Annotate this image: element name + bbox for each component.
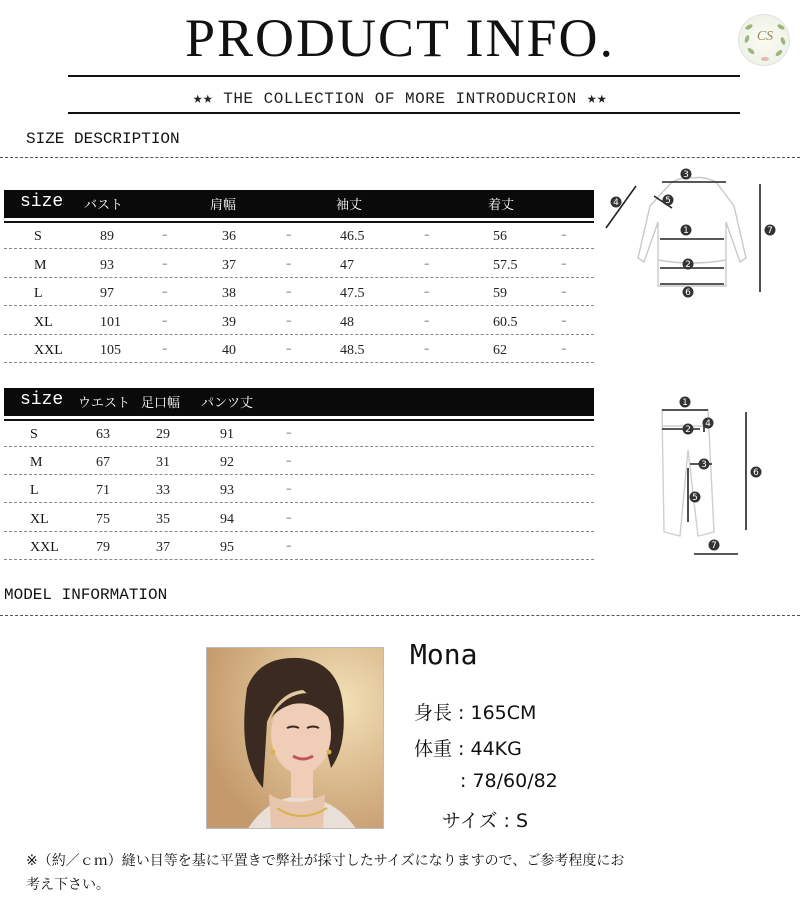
- pants-marker-4: 4: [705, 419, 711, 429]
- tops-header-underline: [4, 221, 594, 223]
- pants-cell: 67: [96, 455, 110, 471]
- tops-separator: –: [561, 228, 567, 241]
- pants-marker-7: 7: [711, 541, 717, 551]
- pants-cell: 71: [96, 483, 110, 499]
- pants-cell: 91: [220, 427, 234, 442]
- pants-row-divider: [4, 531, 594, 532]
- tops-cell: 101: [100, 314, 121, 330]
- pants-cell: 92: [220, 455, 234, 471]
- tops-row-size: M: [34, 257, 47, 273]
- tops-header-bust: バスト: [84, 198, 124, 213]
- tops-cell: 39: [222, 314, 236, 330]
- tops-separator: –: [561, 285, 567, 298]
- pants-cell: 75: [96, 511, 110, 527]
- tops-separator: –: [162, 342, 168, 355]
- tops-row-size: L: [34, 286, 43, 301]
- tops-marker-3: 3: [683, 170, 689, 180]
- pants-separator: –: [286, 482, 292, 496]
- pants-separator: –: [286, 538, 292, 552]
- tops-cell: 93: [100, 257, 114, 273]
- tops-cell: 40: [222, 343, 236, 358]
- tops-cell: 97: [100, 286, 114, 301]
- pants-row-size: XL: [30, 511, 49, 527]
- tops-measure-diagram: [594, 162, 794, 302]
- tops-row-divider: [4, 362, 594, 363]
- size-section-divider: [0, 157, 800, 158]
- tops-separator: –: [424, 285, 430, 298]
- tops-separator: –: [286, 256, 292, 270]
- tops-row-divider: [4, 277, 594, 278]
- model-name: Mona: [410, 638, 478, 671]
- tops-cell: 38: [222, 286, 236, 301]
- pants-separator: –: [286, 426, 292, 439]
- tops-cell: 47: [340, 257, 354, 273]
- pants-header-waist: ウエスト: [78, 396, 131, 411]
- brand-logo-text: CS: [756, 29, 774, 44]
- model-size: サイズ : S: [442, 810, 529, 832]
- tops-separator: –: [286, 313, 292, 327]
- pants-marker-2: 2: [685, 425, 691, 435]
- tops-marker-1: 1: [683, 226, 689, 236]
- pants-cell: 29: [156, 427, 170, 442]
- model-section-title: MODEL INFORMATION: [4, 586, 168, 604]
- pants-row-divider: [4, 502, 594, 503]
- pants-table-header: [4, 388, 594, 416]
- tops-marker-2: 2: [685, 260, 691, 270]
- pants-cell: 93: [220, 483, 234, 499]
- page-subtitle: ★★ THE COLLECTION OF MORE INTRODUCRION ★★: [192, 90, 608, 108]
- tops-separator: –: [162, 313, 168, 327]
- tops-marker-7: 7: [767, 226, 773, 236]
- tops-row-divider: [4, 334, 594, 335]
- pants-separator: –: [286, 454, 292, 468]
- size-footnote-line1: ※（約／ｃｍ）縫い目等を基に平置きで弊社が採寸したサイズになりますので、ご参考程度にお: [26, 853, 625, 869]
- pants-cell: 31: [156, 455, 170, 471]
- tops-cell: 62: [493, 343, 507, 358]
- tops-cell: 59: [493, 286, 507, 301]
- pants-row-size: S: [30, 427, 38, 442]
- tops-cell: 47.5: [340, 286, 365, 301]
- tops-cell: 36: [222, 229, 236, 244]
- page-title: PRODUCT INFO.: [184, 8, 616, 68]
- pants-cell: 94: [220, 511, 234, 527]
- pants-cell: 79: [96, 539, 110, 555]
- pants-measure-diagram: [650, 392, 780, 562]
- pants-cell: 33: [156, 483, 170, 499]
- model-height: 身長 : 165CM: [414, 702, 537, 724]
- tops-row-divider: [4, 248, 594, 249]
- pants-cell: 95: [220, 539, 234, 555]
- pants-header-hem: 足口幅: [141, 396, 181, 411]
- pants-row-divider: [4, 446, 594, 447]
- pants-row-divider: [4, 474, 594, 475]
- tops-separator: –: [561, 342, 567, 355]
- pants-row-size: XXL: [30, 539, 59, 555]
- tops-separator: –: [162, 285, 168, 298]
- tops-row-size: XL: [34, 314, 53, 330]
- pants-row-size: M: [30, 455, 43, 471]
- tops-cell: 89: [100, 229, 114, 244]
- tops-cell: 56: [493, 229, 507, 244]
- pants-cell: 37: [156, 539, 170, 555]
- tops-separator: –: [561, 256, 567, 270]
- pants-marker-3: 3: [701, 460, 707, 470]
- pants-marker-1: 1: [682, 398, 688, 408]
- size-footnote-line2: 考え下さい。: [26, 877, 110, 893]
- model-section-divider: [0, 615, 800, 616]
- tops-marker-5: 5: [665, 196, 671, 206]
- tops-row-size: XXL: [34, 343, 63, 358]
- tops-marker-4: 4: [613, 198, 619, 208]
- pants-row-size: L: [30, 483, 39, 499]
- pants-header-length: パンツ丈: [201, 396, 254, 411]
- tops-header-size: size: [20, 192, 64, 212]
- pants-cell: 35: [156, 511, 170, 527]
- tops-cell: 105: [100, 343, 121, 358]
- tops-cell: 48: [340, 314, 354, 330]
- tops-cell: 37: [222, 257, 236, 273]
- tops-header-sleeve: 袖丈: [336, 198, 363, 213]
- header-bottom-rule: [68, 112, 740, 114]
- pants-marker-5: 5: [692, 493, 698, 503]
- tops-separator: –: [561, 313, 567, 327]
- tops-separator: –: [162, 228, 168, 241]
- pants-cell: 63: [96, 427, 110, 442]
- tops-cell: 60.5: [493, 314, 518, 330]
- size-section-title: SIZE DESCRIPTION: [26, 130, 180, 148]
- tops-separator: –: [424, 313, 430, 327]
- tops-row-size: S: [34, 229, 42, 244]
- pants-header-underline: [4, 419, 594, 421]
- tops-cell: 48.5: [340, 343, 365, 358]
- tops-separator: –: [286, 228, 292, 241]
- tops-separator: –: [424, 256, 430, 270]
- tops-separator: –: [424, 342, 430, 355]
- model-measurements: : 78/60/82: [460, 770, 558, 792]
- tops-marker-6: 6: [685, 288, 691, 298]
- pants-row-divider: [4, 559, 594, 560]
- header-top-rule: [68, 75, 740, 77]
- pants-marker-6: 6: [753, 468, 759, 478]
- tops-separator: –: [286, 342, 292, 355]
- tops-header-length: 着丈: [488, 198, 515, 213]
- tops-cell: 57.5: [493, 257, 518, 273]
- pants-separator: –: [286, 510, 292, 524]
- tops-table-header: [4, 190, 594, 218]
- tops-separator: –: [424, 228, 430, 241]
- tops-cell: 46.5: [340, 229, 365, 244]
- brand-logo: [738, 14, 790, 66]
- tops-header-shoulder: 肩幅: [210, 198, 237, 213]
- pants-header-size: size: [20, 390, 64, 410]
- tops-separator: –: [162, 256, 168, 270]
- tops-row-divider: [4, 305, 594, 306]
- tops-separator: –: [286, 285, 292, 298]
- model-weight: 体重 : 44KG: [414, 738, 522, 760]
- model-photo: [206, 647, 384, 829]
